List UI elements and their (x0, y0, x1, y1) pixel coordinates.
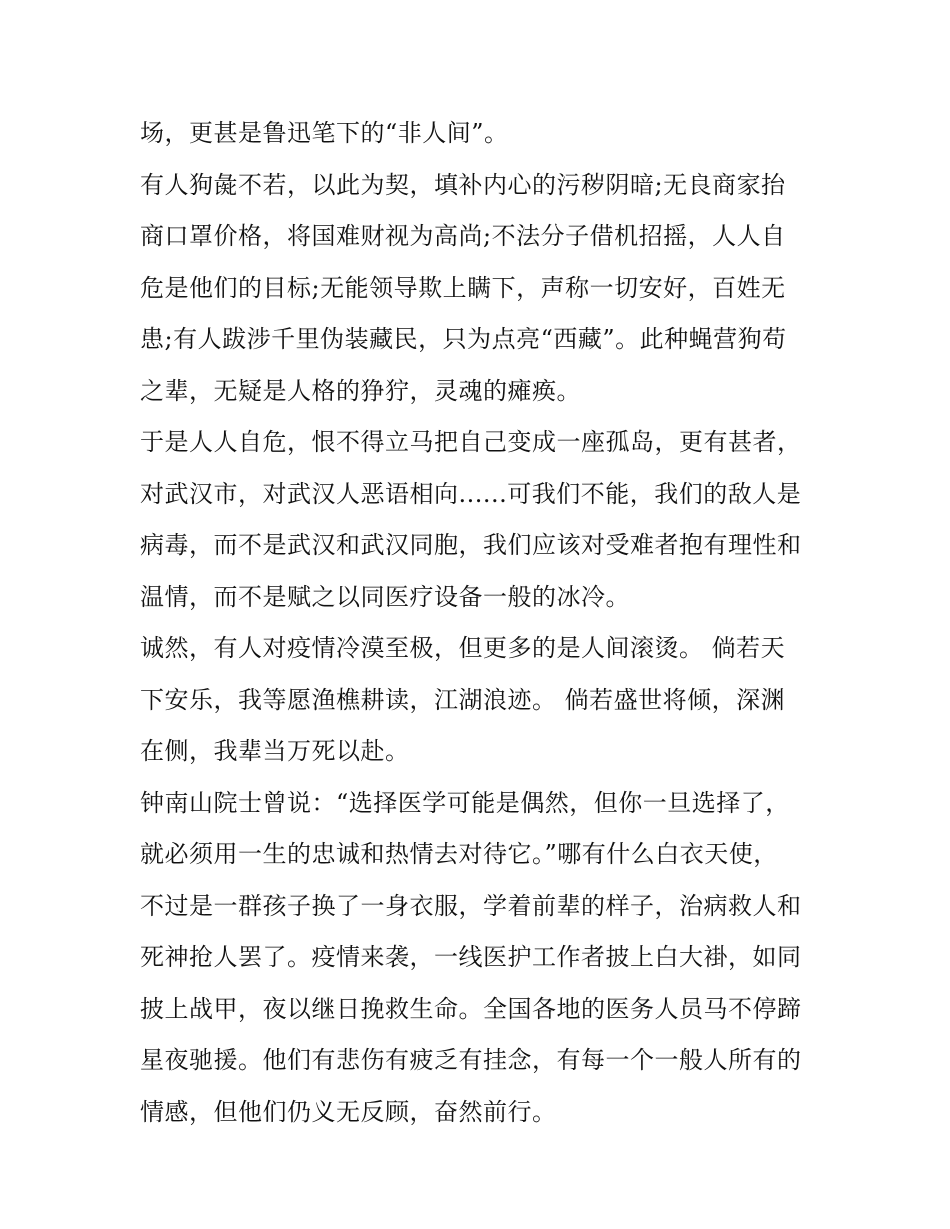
document-body (140, 108, 840, 1138)
text-line: 情感，但他们仍义无反顾，奋然前行。 (140, 1097, 557, 1126)
text-line: 死神抢人罢了。疫情来袭，一线医护工作者披上白大褂，如同 (140, 943, 802, 971)
text-line: 之辈，无疑是人格的狰狞，灵魂的瘫痪。 (140, 376, 581, 405)
text-line: 对武汉市，对武汉人恶语相向......可我们不能，我们的敌人是 (140, 479, 802, 508)
text-line: 下安乐，我等愿渔樵耕读，江湖浪迹。 倘若盛世将倾，深渊 (140, 685, 786, 714)
text-line: 患;有人跋涉千里伪装藏民，只为点亮“西藏”。此种蝇营狗苟 (140, 325, 787, 353)
text-line: 披上战甲，夜以继日挽救生命。全国各地的医务人员马不停蹄 (140, 994, 802, 1023)
text-line: 危是他们的目标;无能领导欺上瞒下，声称一切安好，百姓无 (140, 273, 786, 302)
text-line: 场，更甚是鲁迅笔下的“非人间”。 (140, 119, 509, 147)
text-line: 于是人人自危，恨不得立马把自己变成一座孤岛，更有甚者， (140, 428, 802, 456)
text-line: 诚然，有人对疫情冷漠至极，但更多的是人间滚烫。 倘若天 (140, 634, 786, 662)
text-line: 商口罩价格，将国难财视为高尚;不法分子借机招摇，人人自 (140, 222, 786, 250)
text-line: 在侧，我辈当万死以赴。 (140, 737, 410, 765)
text-line: 不过是一群孩子换了一身衣服，学着前辈的样子，治病救人和 (140, 891, 802, 920)
text-line: 温情，而不是赋之以同医疗设备一般的冰冷。 (140, 582, 630, 611)
text-line: 有人狗彘不若，以此为契，填补内心的污秽阴暗;无良商家抬 (140, 170, 786, 199)
text-line: 就必须用一生的忠诚和热情去对待它。”哪有什么白衣天使， (140, 840, 778, 868)
text-line: 星夜驰援。他们有悲伤有疲乏有挂念，有每一个一般人所有的 (140, 1046, 802, 1074)
text-line: 钟南山院士曾说：“选择医学可能是偶然，但你一旦选择了， (140, 788, 790, 817)
text-line: 病毒，而不是武汉和武汉同胞，我们应该对受难者抱有理性和 (140, 531, 802, 559)
